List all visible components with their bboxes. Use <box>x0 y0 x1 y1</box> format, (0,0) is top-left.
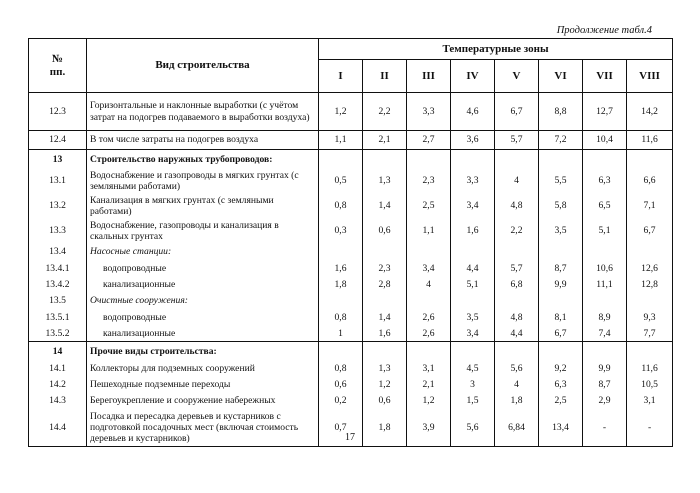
zone-header: III <box>407 60 451 93</box>
zone-value: 3,4 <box>407 261 451 277</box>
table-body <box>29 93 673 447</box>
zone-value: 1,4 <box>363 310 407 326</box>
zone-value <box>627 244 673 261</box>
no-header-line1: № <box>51 52 64 65</box>
table-row <box>29 194 673 219</box>
zone-value: 2,1 <box>363 131 407 150</box>
zone-value <box>583 150 627 169</box>
zone-value: 3 <box>451 377 495 393</box>
zone-value: 13,4 <box>539 409 583 447</box>
zone-value: 4 <box>495 169 539 194</box>
zone-value: 7,1 <box>627 194 673 219</box>
zone-value: 1,2 <box>407 393 451 409</box>
zone-value: 12,8 <box>627 277 673 293</box>
zone-value: 0,8 <box>319 194 363 219</box>
zone-value <box>319 150 363 169</box>
zone-value: 3,1 <box>407 361 451 377</box>
zone-value: 2,5 <box>407 194 451 219</box>
zone-value <box>451 293 495 310</box>
zone-value: 2,3 <box>363 261 407 277</box>
table-row <box>29 169 673 194</box>
zone-value: 1,3 <box>363 361 407 377</box>
zone-value: 6,5 <box>583 194 627 219</box>
table-row <box>29 293 673 310</box>
row-description: Коллекторы для подземных сооружений <box>87 361 319 377</box>
zone-value: 4,4 <box>451 261 495 277</box>
zone-value: 0,6 <box>319 377 363 393</box>
zone-value: 3,1 <box>627 393 673 409</box>
zone-value: 9,9 <box>539 277 583 293</box>
row-description: Горизонтальные и наклонные выработки (с учётом затрат на подогрев подаваемого в выработки воздуха) <box>87 93 319 131</box>
zone-value: 3,9 <box>407 409 451 447</box>
zone-value <box>539 150 583 169</box>
zone-value: 9,2 <box>539 361 583 377</box>
zone-value <box>319 293 363 310</box>
row-number: 14.4 <box>29 409 87 447</box>
row-number: 14 <box>29 342 87 361</box>
zone-value: 9,9 <box>583 361 627 377</box>
zone-value: 0,8 <box>319 310 363 326</box>
zone-value <box>539 244 583 261</box>
zones-header: Температурные зоны <box>319 39 673 60</box>
zone-value <box>363 150 407 169</box>
zone-value <box>539 342 583 361</box>
zone-value: 1,2 <box>363 377 407 393</box>
zone-value: 2,2 <box>363 93 407 131</box>
zone-value: 3,4 <box>451 194 495 219</box>
table-row <box>29 377 673 393</box>
zone-value <box>407 342 451 361</box>
zone-value: 1,8 <box>319 277 363 293</box>
zone-value: 1,4 <box>363 194 407 219</box>
zone-value <box>495 342 539 361</box>
zone-header: II <box>363 60 407 93</box>
zone-value <box>319 342 363 361</box>
table-row <box>29 310 673 326</box>
row-number: 12.4 <box>29 131 87 150</box>
zone-value: 2,6 <box>407 310 451 326</box>
zone-value: 5,6 <box>451 409 495 447</box>
zone-value: 3,3 <box>451 169 495 194</box>
row-number: 13.5.2 <box>29 326 87 342</box>
zone-value: 6,7 <box>627 219 673 244</box>
zone-value <box>495 150 539 169</box>
row-description: В том числе затраты на подогрев воздуха <box>87 131 319 150</box>
no-header-line2: пп. <box>49 65 66 78</box>
zone-value: 2,9 <box>583 393 627 409</box>
zone-value: 14,2 <box>627 93 673 131</box>
zone-value: 2,3 <box>407 169 451 194</box>
row-description: Очистные сооружения: <box>87 293 319 310</box>
construction-table <box>28 38 673 447</box>
zone-value: - <box>627 409 673 447</box>
zone-value: 3,6 <box>451 131 495 150</box>
zone-value <box>451 342 495 361</box>
zone-value: 7,7 <box>627 326 673 342</box>
table-row <box>29 219 673 244</box>
zone-value <box>451 150 495 169</box>
zone-value: 5,5 <box>539 169 583 194</box>
zone-value: 2,1 <box>407 377 451 393</box>
zone-value <box>583 293 627 310</box>
zone-value: 6,3 <box>583 169 627 194</box>
row-description: водопроводные <box>87 310 319 326</box>
zone-value <box>627 150 673 169</box>
zone-value <box>627 293 673 310</box>
zone-value: 1,6 <box>451 219 495 244</box>
row-number: 13.3 <box>29 219 87 244</box>
zone-value: 2,6 <box>407 326 451 342</box>
zone-value: 11,6 <box>627 131 673 150</box>
zone-value: 6,7 <box>495 93 539 131</box>
zone-value: 10,5 <box>627 377 673 393</box>
zone-value: 1,2 <box>319 93 363 131</box>
no-column-header <box>29 39 87 93</box>
row-description: Берегоукрепление и сооружение набережных <box>87 393 319 409</box>
zone-value <box>363 244 407 261</box>
zone-value: - <box>583 409 627 447</box>
row-number: 13.5.1 <box>29 310 87 326</box>
zone-value: 3,4 <box>451 326 495 342</box>
zone-value: 8,7 <box>539 261 583 277</box>
zone-value: 12,6 <box>627 261 673 277</box>
zone-value: 1,8 <box>363 409 407 447</box>
row-number: 13.1 <box>29 169 87 194</box>
row-description: Водоснабжение и газопроводы в мягких грунтах (с земляными работами) <box>87 169 319 194</box>
zone-value: 6,8 <box>495 277 539 293</box>
zone-value: 7,2 <box>539 131 583 150</box>
zone-value <box>495 244 539 261</box>
table-row <box>29 277 673 293</box>
zone-value: 5,1 <box>451 277 495 293</box>
zone-value: 4 <box>407 277 451 293</box>
zone-value <box>495 293 539 310</box>
row-description: Строительство наружных трубопроводов: <box>87 150 319 169</box>
zone-header: I <box>319 60 363 93</box>
zone-value: 12,7 <box>583 93 627 131</box>
zone-value: 2,8 <box>363 277 407 293</box>
zone-value: 0,8 <box>319 361 363 377</box>
zone-value: 6,6 <box>627 169 673 194</box>
zone-value <box>627 342 673 361</box>
zone-value: 10,6 <box>583 261 627 277</box>
zone-value: 6,3 <box>539 377 583 393</box>
table-row <box>29 393 673 409</box>
zone-value: 4 <box>495 377 539 393</box>
zone-value <box>539 293 583 310</box>
zone-value: 4,8 <box>495 310 539 326</box>
zone-value: 6,84 <box>495 409 539 447</box>
zone-value <box>583 342 627 361</box>
page-number: 17 <box>345 432 355 443</box>
row-number: 13.4 <box>29 244 87 261</box>
zone-value: 3,3 <box>407 93 451 131</box>
row-description: Пешеходные подземные переходы <box>87 377 319 393</box>
zone-value: 7,4 <box>583 326 627 342</box>
zone-value: 5,1 <box>583 219 627 244</box>
row-number: 13.4.1 <box>29 261 87 277</box>
zone-value: 1,6 <box>363 326 407 342</box>
zone-value: 9,3 <box>627 310 673 326</box>
table-row <box>29 261 673 277</box>
row-description: Водоснабжение, газопроводы и канализация в скальных грунтах <box>87 219 319 244</box>
row-number: 13 <box>29 150 87 169</box>
zone-value: 0,6 <box>363 393 407 409</box>
zone-value <box>319 244 363 261</box>
zone-value: 1,6 <box>319 261 363 277</box>
zone-header: IV <box>451 60 495 93</box>
zone-value: 4,8 <box>495 194 539 219</box>
row-description: Канализация в мягких грунтах (с земляными работами) <box>87 194 319 219</box>
zone-value <box>407 293 451 310</box>
row-description: канализационные <box>87 277 319 293</box>
zone-value: 0,7 <box>319 409 363 447</box>
zone-value <box>583 244 627 261</box>
table-row <box>29 131 673 150</box>
zone-value: 4,5 <box>451 361 495 377</box>
zone-value: 2,2 <box>495 219 539 244</box>
table-row <box>29 361 673 377</box>
zone-value: 5,8 <box>539 194 583 219</box>
zone-value: 2,7 <box>407 131 451 150</box>
zone-value: 8,1 <box>539 310 583 326</box>
row-number: 14.3 <box>29 393 87 409</box>
zone-header: VI <box>539 60 583 93</box>
zone-value: 1,8 <box>495 393 539 409</box>
zone-value: 0,6 <box>363 219 407 244</box>
row-number: 13.4.2 <box>29 277 87 293</box>
row-description: Насосные станции: <box>87 244 319 261</box>
zone-value: 4,6 <box>451 93 495 131</box>
zone-value: 0,2 <box>319 393 363 409</box>
table-row <box>29 150 673 169</box>
row-number: 14.2 <box>29 377 87 393</box>
row-number: 13.5 <box>29 293 87 310</box>
type-column-header: Вид строительства <box>87 39 319 93</box>
zone-value: 1,5 <box>451 393 495 409</box>
zone-value: 0,5 <box>319 169 363 194</box>
table-row <box>29 326 673 342</box>
table-row <box>29 244 673 261</box>
zone-header: VII <box>583 60 627 93</box>
zone-value: 8,7 <box>583 377 627 393</box>
row-description: Посадка и пересадка деревьев и кустарников с подготовкой посадочных мест (включая стоимость деревьев и кустарников) <box>87 409 319 447</box>
row-description: Прочие виды строительства: <box>87 342 319 361</box>
row-number: 13.2 <box>29 194 87 219</box>
zone-value: 8,9 <box>583 310 627 326</box>
zone-value: 4,4 <box>495 326 539 342</box>
zone-header: VIII <box>627 60 673 93</box>
zone-value <box>363 342 407 361</box>
zone-value: 2,5 <box>539 393 583 409</box>
zone-value <box>407 150 451 169</box>
zone-value: 1,3 <box>363 169 407 194</box>
zone-value: 1 <box>319 326 363 342</box>
zone-value: 11,6 <box>627 361 673 377</box>
zone-value: 5,7 <box>495 131 539 150</box>
row-description: канализационные <box>87 326 319 342</box>
zone-value: 1,1 <box>319 131 363 150</box>
zone-value <box>407 244 451 261</box>
zone-value: 0,3 <box>319 219 363 244</box>
table-caption: Продолжение табл.4 <box>556 25 652 36</box>
zone-value: 5,7 <box>495 261 539 277</box>
zone-value: 8,8 <box>539 93 583 131</box>
zone-value: 5,6 <box>495 361 539 377</box>
row-number: 12.3 <box>29 93 87 131</box>
table-row <box>29 93 673 131</box>
zone-value <box>363 293 407 310</box>
row-description: водопроводные <box>87 261 319 277</box>
table-row <box>29 342 673 361</box>
zone-value: 10,4 <box>583 131 627 150</box>
zone-header: V <box>495 60 539 93</box>
zone-value: 6,7 <box>539 326 583 342</box>
zone-value: 3,5 <box>539 219 583 244</box>
zone-value <box>451 244 495 261</box>
zone-value: 11,1 <box>583 277 627 293</box>
zone-value: 3,5 <box>451 310 495 326</box>
zone-value: 1,1 <box>407 219 451 244</box>
row-number: 14.1 <box>29 361 87 377</box>
